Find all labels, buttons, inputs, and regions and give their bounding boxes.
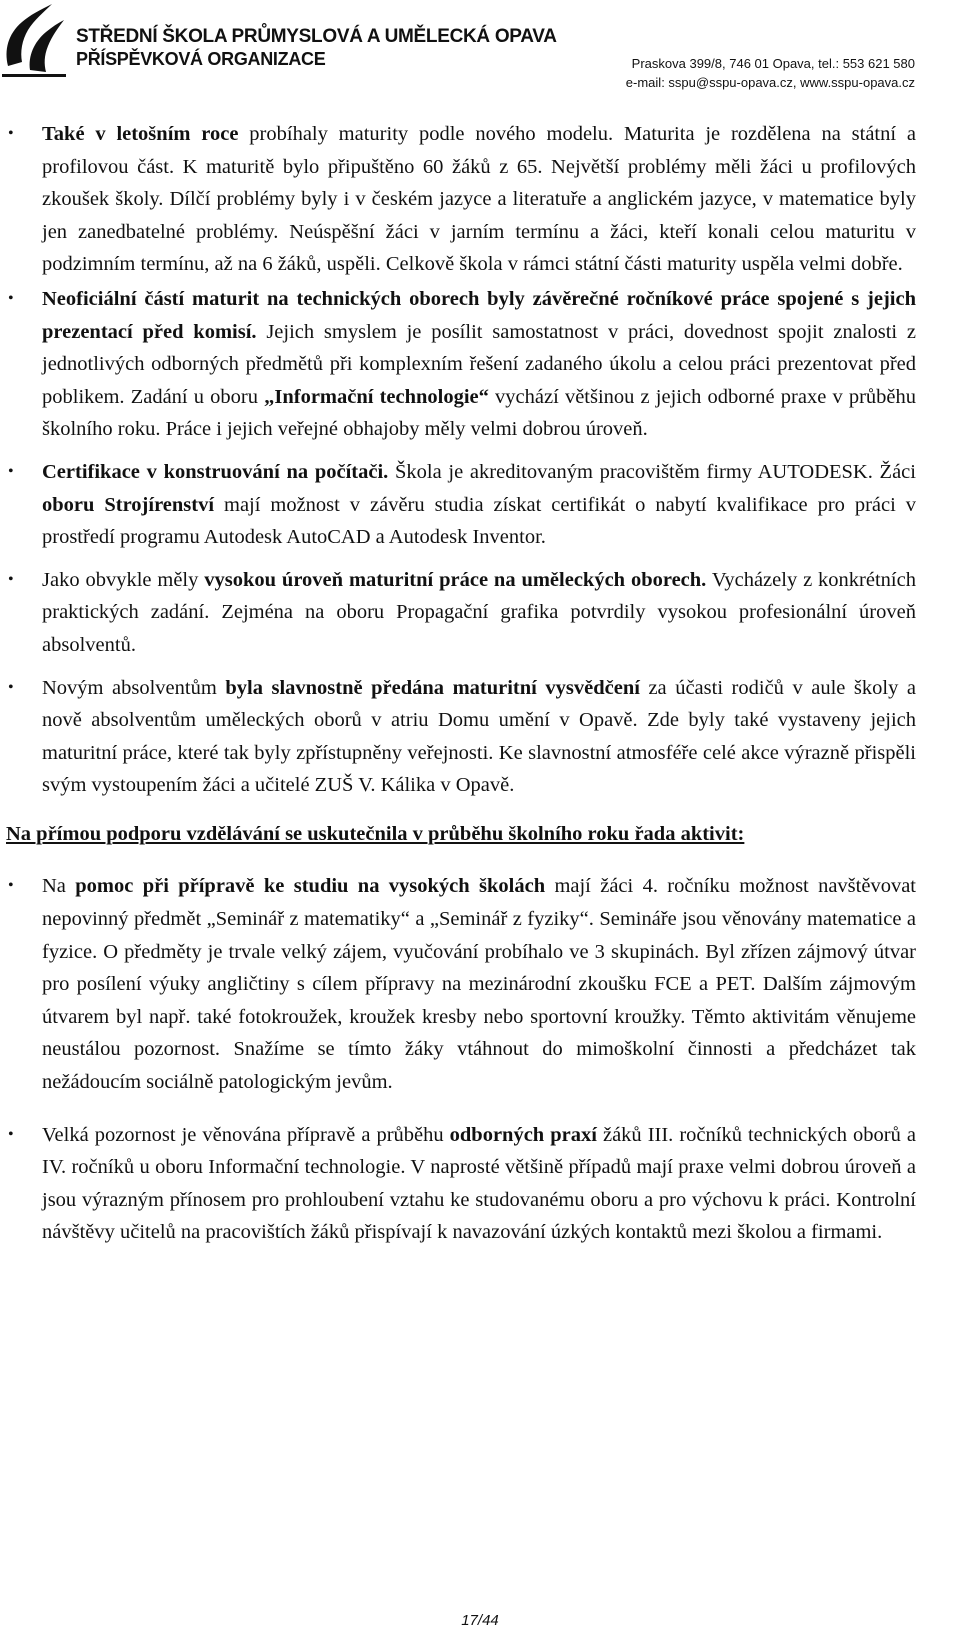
bullet-dot: • bbox=[8, 877, 14, 895]
body-text: žáků III. ročníků technických oborů a IV. ročníků u oboru Informační technologie. V naprosté většině případů mají praxe velmi dobrou úroveň a jsou výrazným přínosem pro prohloubení vztahu ke studovanému oboru a pro výchovu k práci. Kontrolní návštěvy učitelů na pracovištích žáků přispívají k navazování úzkých kontaktů mezi školou a firmami. bbox=[42, 1123, 917, 1244]
bullet-art-works bbox=[0, 564, 960, 662]
school-email-web: e-mail: sspu@sspu-opava.cz, www.sspu-opava.cz bbox=[625, 75, 915, 90]
body-text: Na bbox=[42, 875, 76, 898]
school-address: Praskova 399/8, 746 01 Opava, tel.: 553 621 580 bbox=[631, 56, 915, 71]
school-name bbox=[76, 26, 557, 70]
bullet-dot: • bbox=[8, 1125, 14, 1143]
body-text: mají žáci 4. ročníku možnost navštěvovat nepovinný předmět „Seminář z matematiky“ a „Seminář z fyziky“. Semináře jsou věnovány matematice a fyzice. O předměty je trvale velký zájem, vyučování probíhalo ve 3 skupinách. Byl zřízen zájmový útvar pro posílení výuky angličtiny s cílem přípravy na mezinárodní zkoušku FCE a PET. Dalším zájmovým útvarem byl např. také fotokroužek, kroužek kresby nebo sportovní kroužky. Těmto aktivitám věnujeme neustálou pozornost. Snažíme se tímto žáky vtáhnout do mimoškolní činnosti a předcházet tak nežádoucím sociálně patologickým jevům. bbox=[42, 875, 917, 1094]
bold-text: Certifikace v konstruování na počítači. bbox=[42, 460, 389, 483]
bold-text: vysokou úroveň maturitní práce na uměleckých oborech. bbox=[204, 568, 707, 591]
bullet-text bbox=[42, 569, 916, 656]
bullet-dot: • bbox=[8, 462, 14, 480]
bold-text: byla slavnostně předána maturitní vysvědčení bbox=[225, 676, 640, 699]
body-text: probíhaly maturity podle nového modelu. Maturita je rozdělena na státní a profilovou část. K maturitě bylo připuštěno 60 žáků z 65. Největší problémy měli žáci u profilových zkoušek školy. Dílčí problémy byly i v českém jazyce a literatuře a anglickém jazyce, v matematice byly jen zanedbatelné problémy. Neúspěšní žáci v jarním termínu a žáci, kteří konali celou maturitu v podzimním termínu, až na 6 žáků, uspěli. Celkově škola v rámci státní části maturity uspěla velmi dobře. bbox=[42, 123, 916, 276]
bullet-text bbox=[42, 1124, 916, 1244]
bullet-dot: • bbox=[8, 289, 14, 307]
body-text: Jako obvykle měly bbox=[42, 568, 205, 591]
bullet-university-prep bbox=[0, 870, 960, 1098]
bullet-final-projects bbox=[0, 283, 960, 446]
bullet-certification bbox=[0, 456, 960, 554]
bullet-dot: • bbox=[8, 125, 14, 142]
bullet-dot: • bbox=[8, 570, 14, 588]
body-text: Škola je akreditovaným pracovištěm firmy AUTODESK. Žáci bbox=[388, 460, 916, 483]
school-name-line1: STŘEDNÍ ŠKOLA PRŮMYSLOVÁ A UMĚLECKÁ OPAVA bbox=[76, 26, 557, 47]
bold-text: oboru Strojírenství bbox=[42, 493, 215, 516]
bold-text: odborných praxí bbox=[449, 1123, 597, 1146]
page-header bbox=[0, 0, 960, 100]
body-text: mají možnost v závěru studia získat certifikát o nabytí kvalifikace pro práci v prostředí programu Autodesk AutoCAD a Autodesk Inventor. bbox=[42, 493, 917, 549]
bullet-graduation bbox=[0, 672, 960, 802]
bullet-text bbox=[42, 875, 916, 1093]
bullet-text bbox=[42, 677, 916, 797]
bullet-maturity bbox=[0, 118, 960, 281]
bullet-dot: • bbox=[8, 678, 14, 696]
body-text: Velká pozornost je věnována přípravě a průběhu bbox=[42, 1123, 450, 1146]
school-name-line2: PŘÍSPĚVKOVÁ ORGANIZACE bbox=[76, 49, 326, 69]
bullet-text bbox=[42, 461, 916, 548]
body-text: Vycházely z konkrétních praktických zadání. Zejména na oboru Propagační grafika potvrdily vysokou profesionální úroveň absolventů. bbox=[42, 568, 916, 656]
bold-text: „Informační technologie“ bbox=[264, 385, 489, 408]
bold-text: Neoficiální částí maturit na technických oborech byly závěrečné ročníkové práce spojené s jejich prezentací před komisí. bbox=[42, 287, 916, 343]
section-heading: Na přímou podporu vzdělávání se uskutečnila v průběhu školního roku řada aktivit: bbox=[6, 822, 745, 845]
bullet-text bbox=[42, 288, 916, 440]
bullet-text bbox=[42, 123, 916, 275]
bullet-internships bbox=[0, 1119, 960, 1249]
body-text: vychází většinou z jejich odborné praxe v průběhu školního roku. Práce i jejich veřejné obhajoby měly velmi dobrou úroveň. bbox=[42, 385, 917, 441]
bold-text: pomoc při přípravě ke studiu na vysokých školách bbox=[75, 875, 546, 898]
body-text: Jejich smyslem je posílit samostatnost v práci, dovednost spojit znalosti z jednotlivých odborných předmětů při komplexním řešení zadaného úkolu a celou práci prezentovat před poblikem. Zadání u oboru bbox=[42, 320, 916, 408]
school-logo-icon bbox=[0, 0, 68, 78]
document-body bbox=[0, 118, 960, 1249]
body-text: za účasti rodičů v aule školy a nově absolventům uměleckých oborů v atriu Domu umění v Opavě. Zde byly také vystaveny jejich maturitní práce, které tak byly zpřístupněny veřejnosti. Ke slavnostní atmosféře celé akce výrazně přispěli svým vystoupením žáci a učitelé ZUŠ V. Kálika v Opavě. bbox=[42, 676, 916, 797]
page-number: 17/44 bbox=[461, 1612, 499, 1629]
body-text: Novým absolventům bbox=[42, 676, 226, 699]
school-contact bbox=[626, 54, 915, 92]
bold-text: Také v letošním roce bbox=[42, 123, 239, 145]
